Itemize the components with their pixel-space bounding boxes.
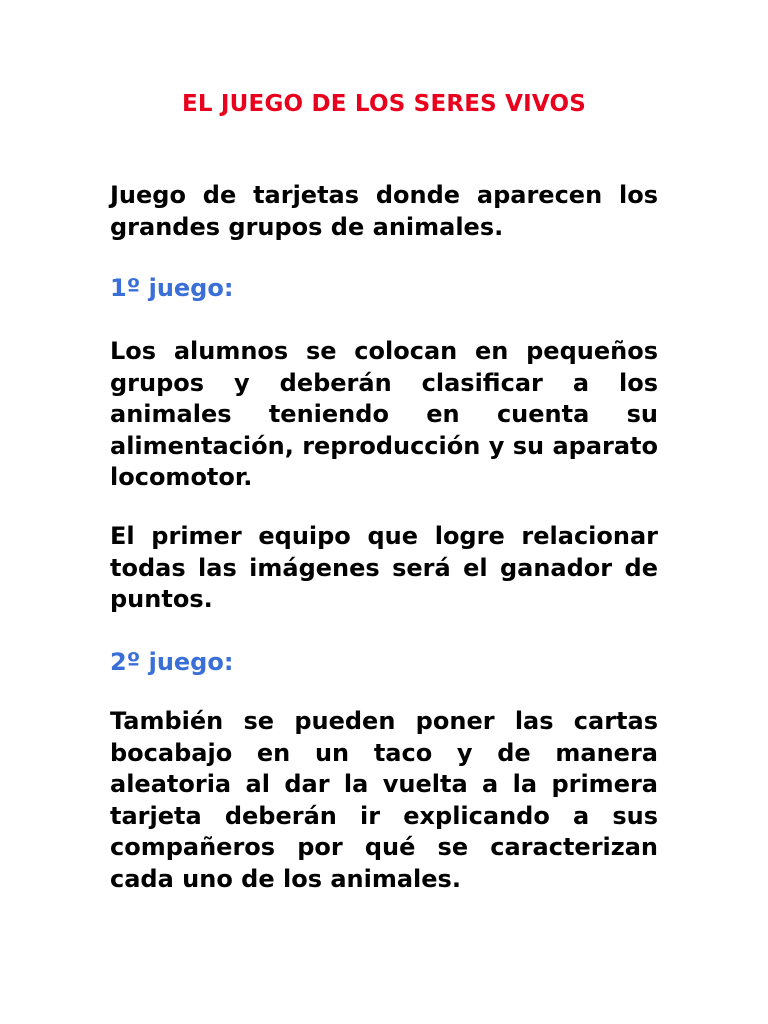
game1-paragraph-1: Los alumnos se colocan en pequeños grupos y deberán clasificar a los animales teniendo en cuenta su alimentación, reproducción y su aparato locomotor. xyxy=(110,337,658,491)
document-title: EL JUEGO DE LOS SERES VIVOS xyxy=(181,91,587,117)
game1-paragraph-2: El primer equipo que logre relacionar todas las imágenes será el ganador de puntos. xyxy=(110,522,658,613)
game2-paragraph: También se pueden poner las cartas bocabajo en un taco y de manera aleatoria al dar la vuelta a la primera tarjeta deberán ir explicando a sus compañeros por qué se caracterizan cada uno de los animales. xyxy=(110,707,658,893)
intro-paragraph: Juego de tarjetas donde aparecen los grandes grupos de animales. xyxy=(110,181,658,241)
game1-heading: 1º juego: xyxy=(110,274,234,302)
game2-heading: 2º juego: xyxy=(110,648,234,676)
